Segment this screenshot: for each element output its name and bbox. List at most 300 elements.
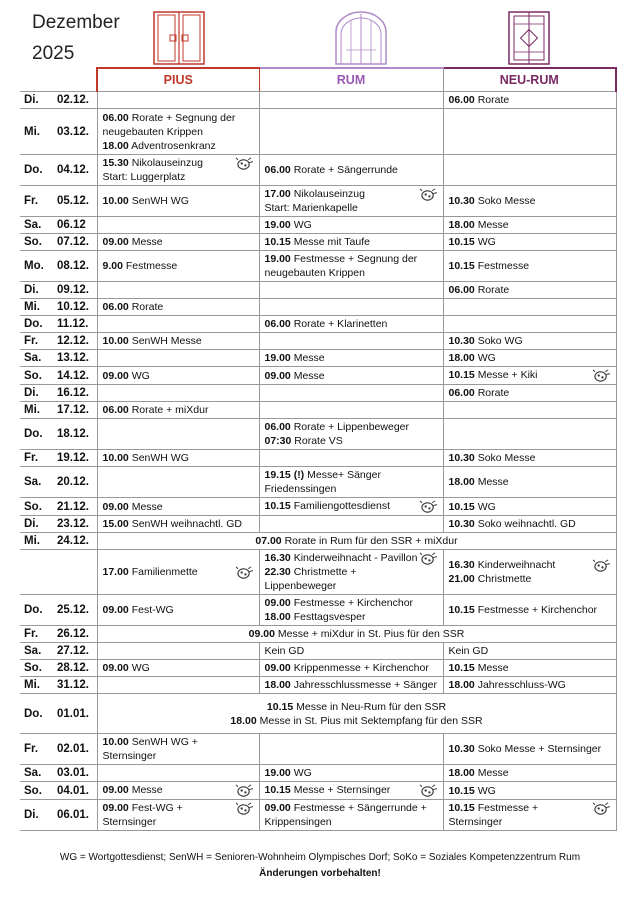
event-cell-rum xyxy=(259,367,443,385)
event-line xyxy=(449,517,611,531)
event-cell-rum xyxy=(259,498,443,516)
event-line xyxy=(449,784,611,798)
day-cell xyxy=(20,677,97,694)
day-cell xyxy=(20,419,97,450)
date: 07.12. xyxy=(57,236,89,248)
event-time: 18.00 xyxy=(448,219,475,231)
table-row xyxy=(20,782,616,800)
event-cell-neu-rum xyxy=(443,677,616,694)
event-line xyxy=(103,500,254,514)
date: 20.12. xyxy=(57,476,89,488)
event-line xyxy=(103,627,611,641)
event-cell-rum xyxy=(259,550,443,595)
event-cell-pius xyxy=(97,498,259,516)
event-time: 10.15 xyxy=(448,500,475,513)
table-row xyxy=(20,643,616,660)
event-time: 06.00 xyxy=(264,164,291,176)
event-cell-rum xyxy=(259,385,443,402)
event-text: SenWH WG xyxy=(131,452,189,464)
weekday: Do. xyxy=(24,604,43,616)
event-cell-neu-rum xyxy=(443,516,616,533)
event-line xyxy=(449,801,611,829)
event-time: 10.15 xyxy=(448,662,475,674)
event-time: 10.30 xyxy=(448,195,475,207)
table-row xyxy=(20,677,616,694)
day-cell xyxy=(20,550,97,595)
event-line xyxy=(103,735,254,763)
event-text: Krippensingen xyxy=(264,816,332,828)
event-time: 09.00 xyxy=(102,369,129,382)
event-cell-pius xyxy=(97,450,259,467)
event-text: Soko Messe xyxy=(477,195,536,207)
event-cell-rum xyxy=(259,516,443,533)
event-cell-pius xyxy=(97,385,259,402)
event-text: Messe xyxy=(131,236,163,248)
date: 16.12. xyxy=(57,387,89,399)
event-time: 18.00 xyxy=(264,611,291,623)
event-text: Messe xyxy=(477,662,509,674)
event-line xyxy=(103,403,254,417)
event-cell-neu-rum xyxy=(443,282,616,299)
event-time: 19.15 (!) xyxy=(264,469,305,481)
event-line xyxy=(265,369,438,383)
event-time: 17.00 xyxy=(102,565,129,578)
date: 03.12. xyxy=(57,125,89,138)
date: 24.12. xyxy=(57,535,89,547)
event-cell-pius xyxy=(97,234,259,251)
weekday: Sa. xyxy=(24,767,42,779)
event-text: Festmesse + Segnung der xyxy=(293,253,418,265)
weekday: Sa. xyxy=(24,352,42,364)
event-line xyxy=(265,801,438,815)
event-time: 17.00 xyxy=(264,188,291,200)
event-line xyxy=(449,368,611,382)
music-note-icon xyxy=(592,558,611,573)
event-text: WG xyxy=(293,219,312,231)
event-text: Messe xyxy=(293,352,325,364)
weekday: Do. xyxy=(24,428,43,440)
event-time: 09.00 xyxy=(102,662,129,674)
event-cell-neu-rum xyxy=(443,299,616,316)
event-text: Krippenmesse + Kirchenchor xyxy=(293,662,429,674)
month-title: Dezember xyxy=(32,12,120,33)
table-row xyxy=(20,217,616,234)
date: 06.12 xyxy=(57,219,86,231)
event-line xyxy=(103,334,254,348)
event-time: 10.15 xyxy=(448,784,475,797)
event-time: 10.15 xyxy=(266,700,294,713)
event-text: Festmesse + Kirchenchor xyxy=(293,597,414,609)
event-text: Messe xyxy=(131,784,163,796)
event-line xyxy=(449,558,611,572)
event-text: Messe in Neu-Rum für den SSR xyxy=(296,700,447,713)
event-line xyxy=(265,420,438,434)
event-time: 07.00 xyxy=(255,535,282,547)
event-cell-neu-rum xyxy=(443,217,616,234)
event-cell-neu-rum xyxy=(443,550,616,595)
table-row xyxy=(20,419,616,450)
event-line xyxy=(265,163,438,177)
event-line xyxy=(103,259,254,273)
event-text: Rorate xyxy=(477,387,510,399)
event-cell-pius xyxy=(97,734,259,765)
event-line xyxy=(103,603,254,617)
event-line xyxy=(103,700,611,714)
event-cell-neu-rum xyxy=(443,333,616,350)
event-cell-neu-rum xyxy=(443,450,616,467)
event-time: 18.00 xyxy=(448,352,475,364)
event-time: 09.00 xyxy=(264,597,291,609)
day-cell xyxy=(20,734,97,765)
event-line xyxy=(103,300,254,314)
music-note-icon xyxy=(419,499,438,514)
day-cell xyxy=(20,234,97,251)
weekday: Do. xyxy=(24,164,43,176)
event-text: Festmesse + Sängerrunde + xyxy=(293,802,427,814)
table-row xyxy=(20,516,616,533)
event-text: Festmesse + Kirchenchor xyxy=(477,604,598,616)
day-cell xyxy=(20,782,97,800)
event-text: Kein GD xyxy=(264,645,305,657)
date: 19.12. xyxy=(57,452,89,464)
event-cell-pius xyxy=(97,765,259,782)
event-line xyxy=(265,610,438,624)
music-note-icon xyxy=(235,565,254,580)
event-text: Start: Marienkapelle xyxy=(264,202,358,214)
table-header-row xyxy=(20,68,616,92)
event-text: Soko weihnachtl. GD xyxy=(477,518,576,530)
weekday: Di. xyxy=(24,284,39,296)
event-line xyxy=(449,386,611,400)
event-cell-pius xyxy=(97,92,259,109)
date: 01.01. xyxy=(57,707,89,720)
neu-rum-church-icon xyxy=(507,10,551,66)
table-row xyxy=(20,109,616,155)
day-cell xyxy=(20,800,97,831)
event-text: Soko WG xyxy=(477,335,523,347)
event-text: SenWH WG xyxy=(131,195,189,207)
day-cell xyxy=(20,450,97,467)
event-line xyxy=(265,252,438,266)
event-text: Messe xyxy=(477,219,509,231)
table-row xyxy=(20,92,616,109)
table-row xyxy=(20,234,616,251)
event-cell-neu-rum xyxy=(443,251,616,282)
event-text: Messe + miXdur in St. Pius für den SSR xyxy=(277,628,465,640)
event-line xyxy=(103,783,254,797)
event-text: SenWH Messe xyxy=(131,335,202,347)
table-row xyxy=(20,533,616,550)
event-cell-neu-rum xyxy=(443,186,616,217)
event-line xyxy=(265,187,438,201)
event-cell-neu-rum xyxy=(443,234,616,251)
event-time: 06.00 xyxy=(264,421,291,433)
event-cell-neu-rum xyxy=(443,155,616,186)
event-text: Rorate xyxy=(131,301,164,313)
event-text: neugebauten Krippen xyxy=(264,267,365,279)
event-line xyxy=(265,266,438,280)
event-text: Start: Luggerplatz xyxy=(102,171,186,183)
table-row xyxy=(20,282,616,299)
table-row xyxy=(20,367,616,385)
event-line xyxy=(265,201,438,215)
event-line xyxy=(265,551,438,565)
weekday: So. xyxy=(24,784,42,797)
date: 17.12. xyxy=(57,404,89,416)
date: 11.12. xyxy=(57,318,89,330)
shared-event-cell xyxy=(97,694,616,734)
event-time: 10.15 xyxy=(448,604,475,616)
day-cell xyxy=(20,533,97,550)
table-row xyxy=(20,333,616,350)
year-title: 2025 xyxy=(32,43,75,64)
event-time: 06.00 xyxy=(448,284,475,296)
event-text: Messe xyxy=(477,476,509,488)
table-row xyxy=(20,402,616,419)
date: 14.12. xyxy=(57,369,89,382)
date: 02.12. xyxy=(57,94,89,106)
table-row xyxy=(20,498,616,516)
event-text: WG xyxy=(477,352,496,364)
date: 27.12. xyxy=(57,645,89,657)
event-text: Messe + Sternsinger xyxy=(293,784,391,796)
pius-church-icon xyxy=(152,10,206,66)
event-cell-rum xyxy=(259,234,443,251)
date: 08.12. xyxy=(57,260,89,272)
day-cell xyxy=(20,92,97,109)
day-cell xyxy=(20,251,97,282)
table-row xyxy=(20,316,616,333)
shared-event-cell xyxy=(97,626,616,643)
date: 31.12. xyxy=(57,679,89,691)
event-cell-neu-rum xyxy=(443,765,616,782)
day-cell xyxy=(20,595,97,626)
event-cell-rum xyxy=(259,350,443,367)
table-row xyxy=(20,299,616,316)
event-line xyxy=(449,644,611,658)
event-text: Messe mit Taufe xyxy=(293,236,370,248)
date: 02.01. xyxy=(57,743,89,755)
music-note-icon xyxy=(592,368,611,383)
event-cell-neu-rum xyxy=(443,782,616,800)
event-cell-rum xyxy=(259,316,443,333)
day-cell xyxy=(20,299,97,316)
event-line xyxy=(103,801,254,829)
event-time: 07:30 xyxy=(264,435,292,447)
event-text: Rorate + miXdur xyxy=(131,404,209,416)
date: 04.12. xyxy=(57,164,89,176)
day-cell xyxy=(20,282,97,299)
weekday: Mi. xyxy=(24,301,40,313)
event-cell-rum xyxy=(259,643,443,660)
day-cell xyxy=(20,498,97,516)
event-text: Soko Messe + Sternsinger xyxy=(477,743,602,755)
event-line xyxy=(265,644,438,658)
event-text: WG xyxy=(477,784,496,797)
event-line xyxy=(449,93,611,107)
event-cell-rum xyxy=(259,765,443,782)
day-cell xyxy=(20,467,97,498)
event-time: 16.30 xyxy=(448,559,475,571)
event-cell-pius xyxy=(97,186,259,217)
event-line xyxy=(449,451,611,465)
day-cell xyxy=(20,316,97,333)
event-line xyxy=(449,235,611,249)
event-time: 10.15 xyxy=(448,802,475,814)
event-time: 19.00 xyxy=(264,253,291,265)
day-cell xyxy=(20,217,97,234)
event-line xyxy=(449,742,611,756)
weekday: Di. xyxy=(24,94,39,106)
event-line xyxy=(103,661,254,675)
event-text: Familiengottesdienst xyxy=(293,500,391,512)
event-text: Rorate + Segnung der xyxy=(131,111,236,124)
event-cell-neu-rum xyxy=(443,595,616,626)
weekday: Di. xyxy=(24,809,39,821)
event-time: 06.00 xyxy=(102,301,129,313)
event-cell-neu-rum xyxy=(443,419,616,450)
date: 06.01. xyxy=(57,809,89,821)
event-text: Festmesse xyxy=(477,260,530,272)
event-text: Messe + Kiki xyxy=(477,369,538,381)
day-cell xyxy=(20,155,97,186)
event-line xyxy=(449,603,611,617)
event-line xyxy=(103,534,611,548)
event-time: 09.00 xyxy=(102,784,129,796)
event-line xyxy=(449,218,611,232)
event-line xyxy=(103,235,254,249)
date: 12.12. xyxy=(57,335,89,347)
event-text: Jahresschluss-WG xyxy=(477,679,566,691)
event-cell-pius xyxy=(97,155,259,186)
table-row xyxy=(20,186,616,217)
event-time: 10.15 xyxy=(448,236,475,248)
event-line xyxy=(103,517,254,531)
event-cell-pius xyxy=(97,800,259,831)
event-cell-pius xyxy=(97,516,259,533)
event-cell-pius xyxy=(97,316,259,333)
event-time: 18.00 xyxy=(264,679,291,691)
day-cell xyxy=(20,402,97,419)
weekday: Fr. xyxy=(24,628,39,640)
event-cell-rum xyxy=(259,92,443,109)
event-cell-pius xyxy=(97,643,259,660)
event-text: Festmesse + Sternsinger xyxy=(448,802,539,828)
event-text: Rorate VS xyxy=(294,435,343,447)
event-time: 10.15 xyxy=(264,236,291,248)
event-time: 10.15 xyxy=(448,369,475,381)
event-time: 9.00 xyxy=(102,260,123,272)
music-note-icon xyxy=(419,187,438,202)
event-line xyxy=(103,156,254,170)
music-note-icon xyxy=(419,551,438,566)
event-text: Festtagsvesper xyxy=(293,611,366,623)
weekday: Di. xyxy=(24,518,39,530)
event-cell-rum xyxy=(259,467,443,498)
event-line xyxy=(449,283,611,297)
weekday: Fr. xyxy=(24,335,39,347)
event-text: Messe xyxy=(477,767,509,779)
day-cell xyxy=(20,626,97,643)
event-line xyxy=(449,334,611,348)
weekday: Mi. xyxy=(24,125,40,138)
event-cell-pius xyxy=(97,595,259,626)
day-cell xyxy=(20,765,97,782)
table-row xyxy=(20,385,616,402)
event-line xyxy=(449,259,611,273)
day-cell xyxy=(20,367,97,385)
date: 05.12. xyxy=(57,195,89,207)
day-cell xyxy=(20,660,97,677)
event-cell-neu-rum xyxy=(443,316,616,333)
day-cell xyxy=(20,333,97,350)
event-line xyxy=(449,351,611,365)
weekday: Mo. xyxy=(24,260,44,272)
event-time: 10.30 xyxy=(448,518,475,530)
table-row xyxy=(20,694,616,734)
event-cell-pius xyxy=(97,109,259,155)
event-cell-rum xyxy=(259,734,443,765)
event-time: 18.00 xyxy=(448,767,475,779)
event-cell-rum xyxy=(259,660,443,677)
event-cell-rum xyxy=(259,595,443,626)
event-text: Adventrosenkranz xyxy=(131,139,216,152)
table-row xyxy=(20,734,616,765)
event-text: Messe in St. Pius mit Sektempfang für den SSR xyxy=(259,714,483,727)
event-cell-neu-rum xyxy=(443,467,616,498)
rum-church-icon xyxy=(333,10,389,66)
event-cell-rum xyxy=(259,782,443,800)
event-cell-rum xyxy=(259,186,443,217)
event-line xyxy=(449,661,611,675)
event-line xyxy=(265,766,438,780)
event-cell-neu-rum xyxy=(443,385,616,402)
music-note-icon xyxy=(235,783,254,798)
event-time: 09.00 xyxy=(248,628,275,640)
music-note-icon xyxy=(419,783,438,798)
event-time: 09.00 xyxy=(102,236,129,248)
event-line xyxy=(103,194,254,208)
header-corner xyxy=(20,68,97,92)
event-line xyxy=(265,596,438,610)
weekday: Sa. xyxy=(24,645,42,657)
event-cell-pius xyxy=(97,282,259,299)
event-cell-pius xyxy=(97,251,259,282)
event-cell-pius xyxy=(97,419,259,450)
event-text: SenWH WG + Sternsinger xyxy=(102,736,198,762)
event-text: Rorate + Lippenbeweger xyxy=(293,421,409,433)
event-cell-neu-rum xyxy=(443,800,616,831)
event-line xyxy=(449,678,611,692)
table-row xyxy=(20,450,616,467)
music-note-icon xyxy=(235,801,254,816)
event-time: 16.30 xyxy=(264,552,291,564)
shared-event-cell xyxy=(97,533,616,550)
table-row xyxy=(20,350,616,367)
event-cell-rum xyxy=(259,251,443,282)
event-cell-pius xyxy=(97,367,259,385)
event-time: 19.00 xyxy=(264,352,291,364)
event-cell-pius xyxy=(97,299,259,316)
schedule-table xyxy=(20,67,617,831)
event-cell-rum xyxy=(259,299,443,316)
event-line xyxy=(265,783,438,797)
event-text: Kinderweihnacht - Pavillon xyxy=(293,552,418,564)
event-cell-rum xyxy=(259,217,443,234)
event-cell-pius xyxy=(97,333,259,350)
table-row xyxy=(20,155,616,186)
event-time: 06.00 xyxy=(102,404,129,416)
